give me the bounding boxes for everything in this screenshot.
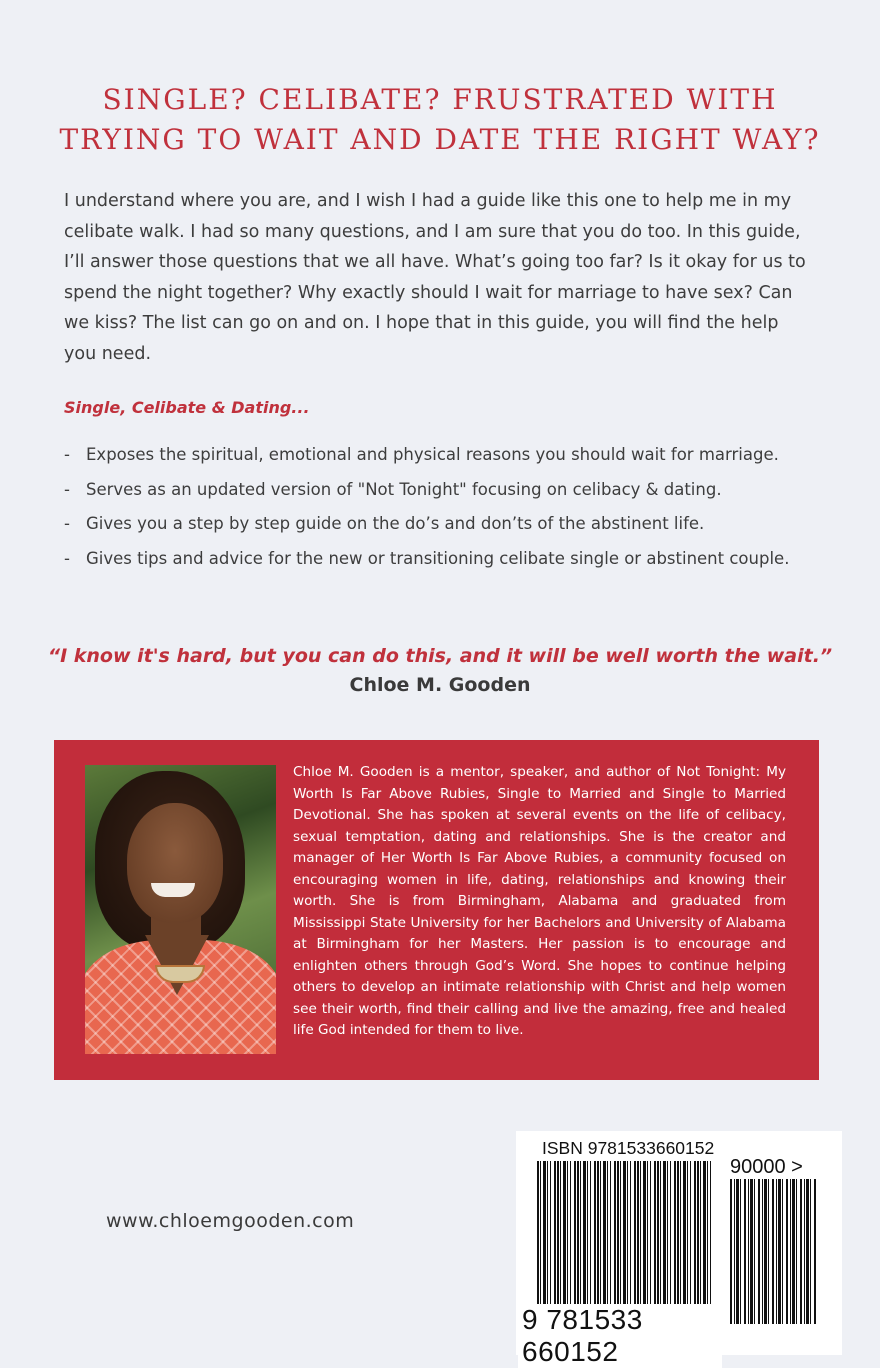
quote-text: “I know it's hard, but you can do this, and it will be well worth the wait.” <box>47 645 833 667</box>
bullet-dash: - <box>64 445 70 464</box>
author-photo <box>85 765 276 1054</box>
list-item-text: Gives you a step by step guide on the do’s and don’ts of the abstinent life. <box>86 514 705 533</box>
intro-paragraph: I understand where you are, and I wish I had a guide like this one to help me in my celibate walk. I had so many questions, and I am sure that you do too. In this guide, I’ll answer those questions that we all have. What’s going too far? Is it okay for us to spend the night together? Why exactly should I wait for marriage to have sex? Can we kiss? The list can go on and on. I hope that in this guide, you will find the help you need. <box>64 191 806 364</box>
author-bio-box <box>54 740 819 1080</box>
isbn-label: ISBN 9781533660152 <box>542 1138 715 1158</box>
list-item <box>64 513 804 535</box>
photo-face <box>127 803 223 923</box>
bullet-dash: - <box>64 514 70 533</box>
headline <box>40 80 840 160</box>
isbn-barcode <box>516 1131 842 1367</box>
price-code: 90000 > <box>730 1156 803 1178</box>
quote-author: Chloe M. Gooden <box>349 674 531 696</box>
list-item <box>64 479 804 501</box>
headline-line-1: SINGLE? CELIBATE? FRUSTRATED WITH <box>102 83 778 116</box>
headline-line-2: TRYING TO WAIT AND DATE THE RIGHT WAY? <box>59 123 821 156</box>
list-item-text: Serves as an updated version of "Not Tonight" focusing on celibacy & dating. <box>86 479 722 499</box>
author-bio-text: Chloe M. Gooden is a mentor, speaker, and author of Not Tonight: My Worth Is Far Above Rubies, Single to Married and Single to Married Devotional. She has spoken at several events on the life of celibacy, sexual temptation, dating and relationships. She is the creator and manager of Her Worth Is Far Above Rubies, a community focused on encouraging women in life, dating, relationships and knowing their worth. She is from Birmingham, Alabama and graduated from Mississippi State University for her Bachelors and University of Alabama at Birmingham for her Masters. Her passion is to encourage and enlighten others through God’s Word. She hopes to continue helping others to develop an intimate relationship with Christ and help women see their worth, find their calling and live the amazing, free and healed life God intended for them to live. <box>293 764 786 1038</box>
subhead: Single, Celibate & Dating... <box>64 398 310 417</box>
website-url: www.chloemgooden.com <box>106 1210 355 1232</box>
list-item <box>64 548 804 570</box>
bullet-dash: - <box>64 548 70 568</box>
list-item-text: Gives tips and advice for the new or transitioning celibate single or abstinent couple. <box>86 548 790 568</box>
barcode-bars-icon <box>537 1161 713 1327</box>
barcode-addon-bars-icon <box>730 1179 816 1324</box>
list-item-text: Exposes the spiritual, emotional and physical reasons you should wait for marriage. <box>86 445 779 464</box>
feature-list <box>64 444 804 582</box>
isbn-digits: 9 781533 660152 <box>518 1304 722 1368</box>
list-item <box>64 444 804 466</box>
bullet-dash: - <box>64 479 70 499</box>
